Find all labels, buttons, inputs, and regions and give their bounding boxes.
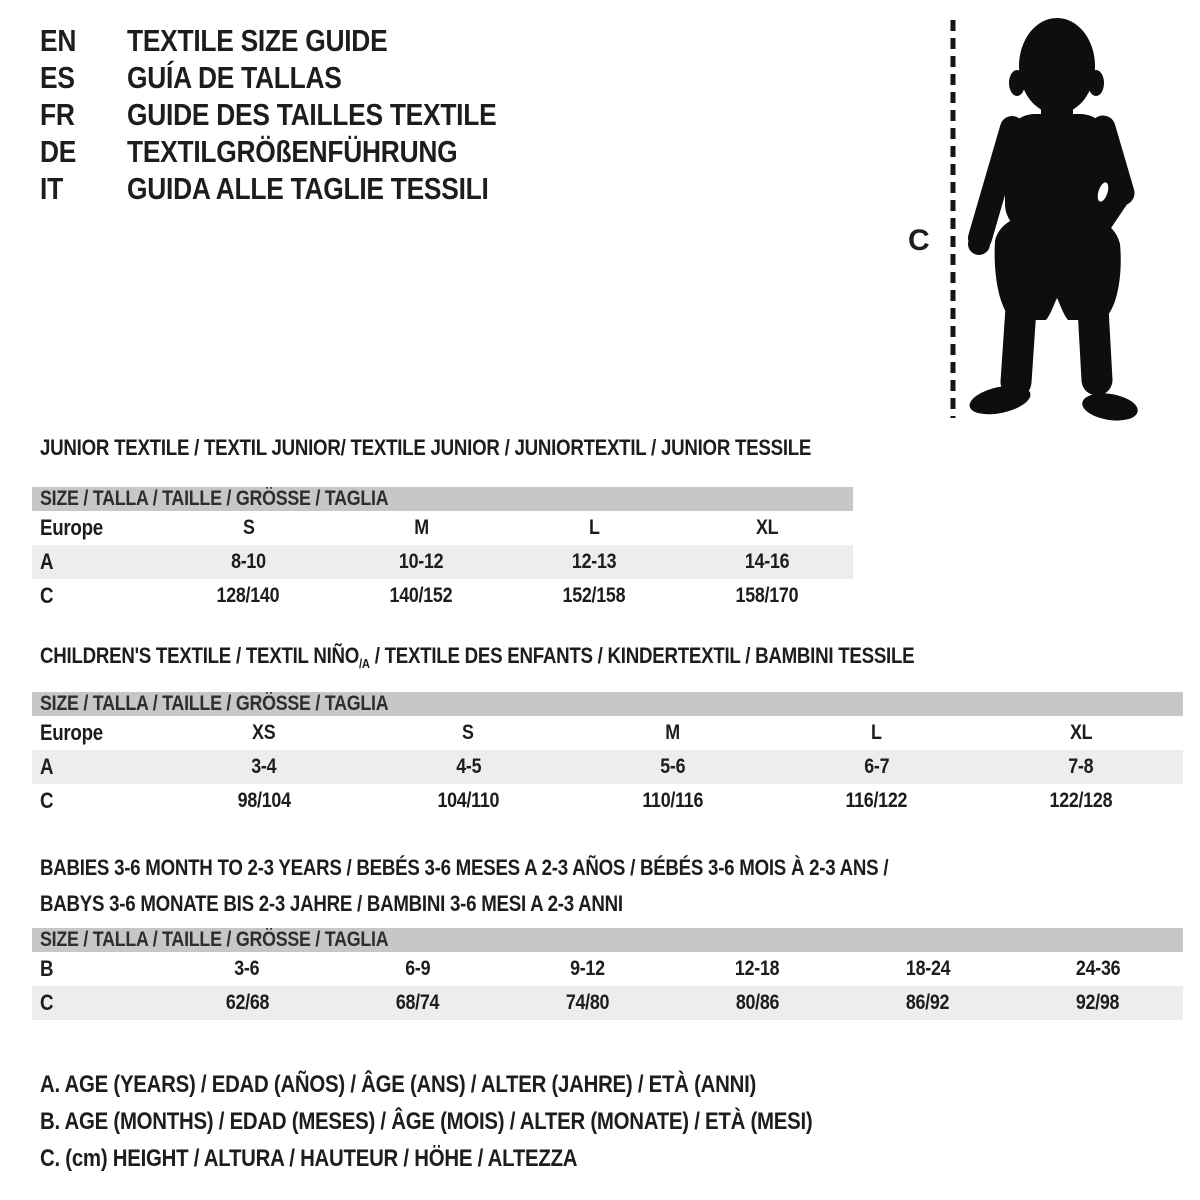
row-label: B: [40, 956, 54, 981]
babies-size-header-band: [32, 928, 1183, 952]
age-cell: 12-13: [571, 550, 617, 573]
childrens-size-header-band: [32, 692, 1183, 716]
language-code: ES: [40, 60, 75, 95]
legend-text: B. AGE (MONTHS) / EDAD (MESES) / ÂGE (MOIS) / ALTER (MONATE) / ETÀ (MESI): [40, 1108, 813, 1135]
height-cell: 80/86: [735, 991, 780, 1014]
table-row-age: [32, 750, 1183, 784]
row-label: C: [40, 583, 54, 608]
table-row-height: [32, 784, 1183, 818]
size-header-text: SIZE / TALLA / TAILLE / GRÖSSE / TAGLIA: [40, 487, 389, 510]
height-cell: 68/74: [395, 991, 439, 1014]
months-cell: 9-12: [570, 957, 605, 980]
guide-title-fr: GUIDE DES TAILLES TEXTILE: [126, 97, 497, 132]
height-cell: 122/128: [1049, 789, 1113, 812]
language-code: FR: [40, 97, 75, 132]
row-label: A: [40, 754, 54, 779]
legend-age-months: [40, 1103, 949, 1140]
months-cell: 18-24: [905, 957, 950, 980]
row-label: Europe: [40, 515, 103, 540]
row-label: A: [40, 549, 54, 574]
size-header-text: SIZE / TALLA / TAILLE / GRÖSSE / TAGLIA: [40, 692, 389, 715]
height-cell: 92/98: [1076, 991, 1120, 1014]
row-label: C: [40, 788, 54, 813]
language-row-en: [40, 22, 561, 59]
height-cell: 104/110: [437, 789, 500, 812]
guide-title-en: TEXTILE SIZE GUIDE: [126, 23, 388, 58]
guide-title-it: GUIDA ALLE TAGLIE TESSILI: [126, 171, 489, 206]
childrens-section-title: [32, 643, 1183, 671]
babies-textile-section: [32, 850, 1183, 1020]
table-row-age: [32, 545, 853, 579]
months-cell: 3-6: [234, 957, 260, 980]
size-cell: M: [665, 721, 680, 744]
height-cell: 74/80: [565, 991, 610, 1014]
junior-section-title: [32, 436, 853, 460]
size-cell: XS: [252, 721, 276, 744]
guide-title-es: GUÍA DE TALLAS: [126, 60, 342, 95]
height-cell: 152/158: [562, 584, 626, 607]
legend-text: C. (cm) HEIGHT / ALTURA / HAUTEUR / HÖHE / ALTEZZA: [40, 1145, 578, 1172]
age-cell: 14-16: [744, 550, 789, 573]
row-label: C: [40, 990, 54, 1015]
height-cell: 98/104: [237, 789, 291, 812]
babies-section-title-line1: [32, 850, 1183, 886]
months-cell: 24-36: [1075, 957, 1121, 980]
age-cell: 3-4: [251, 755, 277, 778]
legend-age-years: [40, 1066, 949, 1103]
legend-text: A. AGE (YEARS) / EDAD (AÑOS) / ÂGE (ANS) / ALTER (JAHRE) / ETÀ (ANNI): [40, 1071, 757, 1098]
size-cell: L: [871, 721, 882, 744]
babies-section-title-line2: [32, 886, 1183, 922]
babies-size-table: [32, 952, 1183, 1020]
size-cell: S: [462, 721, 475, 744]
language-code: IT: [40, 171, 63, 206]
table-row-height: [32, 579, 853, 613]
height-cell: 158/170: [735, 584, 798, 607]
height-cell: 140/152: [389, 584, 453, 607]
age-cell: 7-8: [1068, 755, 1094, 778]
title-post: / TEXTILE DES ENFANTS / KINDERTEXTIL / BAMBINI TESSILE: [369, 643, 915, 668]
table-row-months: [32, 952, 1183, 986]
size-cell: S: [242, 516, 255, 539]
junior-size-header-band: [32, 487, 853, 511]
months-cell: 12-18: [735, 957, 780, 980]
junior-textile-section: [32, 436, 853, 613]
babies-title-text-2: BABYS 3-6 MONATE BIS 2-3 JAHRE / BAMBINI 3-6 MESI A 2-3 ANNI: [40, 891, 623, 916]
age-cell: 4-5: [455, 755, 481, 778]
childrens-textile-section: [32, 644, 1183, 818]
babies-title-text-1: BABIES 3-6 MONTH TO 2-3 YEARS / BEBÉS 3-6 MESES A 2-3 AÑOS / BÉBÉS 3-6 MOIS À 2-3 ANS /: [40, 855, 889, 880]
size-cell: XL: [755, 516, 778, 539]
junior-size-table: [32, 511, 853, 613]
language-row-de: [40, 133, 561, 170]
height-cell: 128/140: [217, 584, 280, 607]
row-label: Europe: [40, 720, 103, 745]
height-cell: 110/116: [642, 789, 703, 812]
size-cell: XL: [1069, 721, 1093, 744]
measure-legend: [32, 1066, 949, 1177]
height-measure-label: C: [908, 224, 930, 257]
height-cell: 86/92: [906, 991, 950, 1014]
language-row-fr: [40, 96, 561, 133]
table-row-europe: [32, 716, 1183, 750]
size-cell: M: [413, 516, 429, 539]
language-row-it: [40, 170, 561, 207]
childrens-section-title-text: [40, 644, 914, 676]
size-cell: L: [588, 516, 600, 539]
toddler-silhouette-icon: [967, 18, 1140, 424]
height-cell: 62/68: [225, 991, 269, 1014]
legend-height-cm: [40, 1140, 949, 1177]
age-cell: 6-7: [864, 755, 890, 778]
age-cell: 10-12: [398, 550, 444, 573]
language-row-es: [40, 59, 561, 96]
age-cell: 5-6: [659, 755, 685, 778]
title-pre: CHILDREN'S TEXTILE / TEXTIL NIÑO: [40, 643, 360, 668]
height-cell: 116/122: [845, 789, 908, 812]
language-title-list: [40, 22, 561, 207]
language-code: DE: [40, 134, 77, 169]
table-row-height: [32, 986, 1183, 1020]
months-cell: 6-9: [404, 957, 430, 980]
table-row-europe: [32, 511, 853, 545]
childrens-size-table: [32, 716, 1183, 818]
junior-section-title-text: JUNIOR TEXTILE / TEXTIL JUNIOR/ TEXTILE JUNIOR / JUNIORTEXTIL / JUNIOR TESSILE: [40, 435, 812, 460]
toddler-figure: [900, 8, 1150, 428]
size-header-text: SIZE / TALLA / TAILLE / GRÖSSE / TAGLIA: [40, 928, 389, 951]
title-sub: /A: [359, 655, 370, 671]
guide-title-de: TEXTILGRÖßENFÜHRUNG: [126, 134, 458, 169]
language-code: EN: [40, 23, 77, 58]
age-cell: 8-10: [231, 550, 266, 573]
